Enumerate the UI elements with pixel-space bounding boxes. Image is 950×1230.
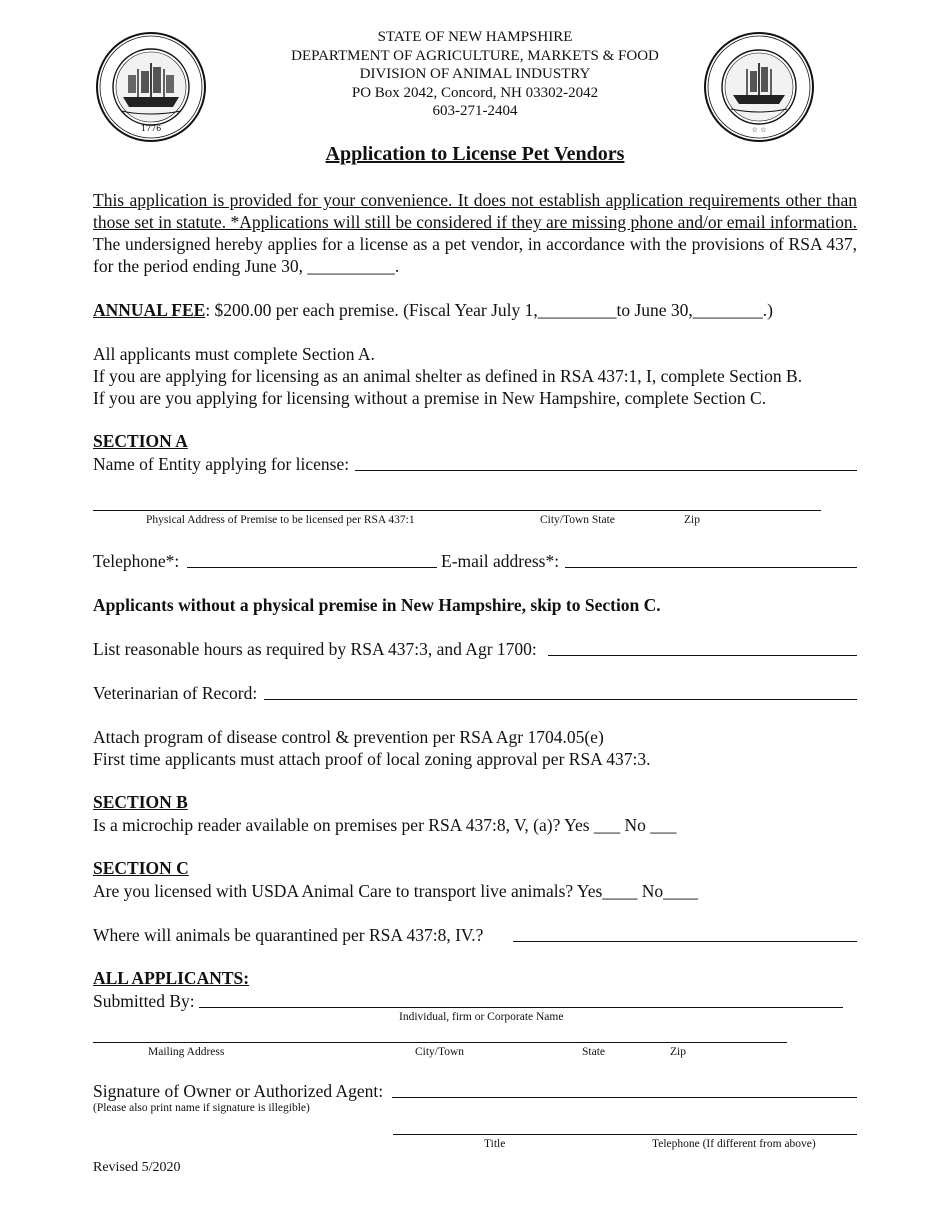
- page-title: Application to License Pet Vendors: [325, 143, 625, 165]
- header-phone: 603-271-2404: [432, 103, 518, 119]
- signature-label: Signature of Owner or Authorized Agent:: [93, 1081, 384, 1101]
- telephone-field[interactable]: [187, 567, 437, 568]
- hours-field[interactable]: [548, 655, 857, 656]
- revised-date: Revised 5/2020: [93, 1160, 181, 1175]
- submitted-by-field[interactable]: [199, 1007, 843, 1008]
- annual-fee-label: ANNUAL FEE: [93, 300, 206, 320]
- mailing-address-field[interactable]: [93, 1042, 787, 1043]
- intro-statement: The undersigned hereby applies for a license as a pet vendor, in accordance with the provisions of RSA 437, for the period ending June 30, __________.: [93, 234, 857, 276]
- email-label: E-mail address*:: [441, 551, 560, 571]
- veterinarian-field[interactable]: [264, 699, 857, 700]
- city-state-caption: City/Town State: [540, 514, 615, 526]
- intro-paragraph: [93, 189, 857, 277]
- hours-label: List reasonable hours as required by RSA 437:3, and Agr 1700:: [93, 639, 537, 659]
- physical-address-caption: Physical Address of Premise to be licensed per RSA 437:1: [146, 514, 415, 526]
- city-town-caption: City/Town: [415, 1046, 465, 1058]
- veterinarian-label: Veterinarian of Record:: [93, 683, 258, 703]
- section-a-heading: SECTION A: [93, 431, 188, 451]
- zip-caption: Zip: [684, 514, 700, 526]
- skip-note: Applicants without a physical premise in New Hampshire, skip to Section C.: [93, 595, 661, 615]
- alt-telephone-caption: Telephone (If different from above): [652, 1138, 816, 1150]
- header-division: DIVISION OF ANIMAL INDUSTRY: [359, 66, 591, 82]
- section-c-heading: SECTION C: [93, 858, 189, 878]
- quarantine-field[interactable]: [513, 941, 857, 942]
- header-state: STATE OF NEW HAMPSHIRE: [377, 29, 573, 45]
- title-telephone-field[interactable]: [393, 1134, 857, 1135]
- quarantine-label: Where will animals be quarantined per RSA 437:8, IV.?: [93, 925, 484, 945]
- disease-control-note: Attach program of disease control & prevention per RSA Agr 1704.05(e): [93, 727, 604, 747]
- zoning-note: First time applicants must attach proof of local zoning approval per RSA 437:3.: [93, 749, 651, 769]
- signature-field[interactable]: [392, 1097, 857, 1098]
- annual-fee-text: : $200.00 per each premise. (Fiscal Year July 1,_________to June 30,________.): [205, 300, 774, 320]
- telephone-label: Telephone*:: [93, 551, 180, 571]
- seal-year-text: 1776: [140, 124, 162, 133]
- svg-text:☆ ☆: ☆ ☆: [751, 126, 767, 134]
- mailing-zip-caption: Zip: [670, 1046, 686, 1058]
- annual-fee: [93, 299, 773, 321]
- header-department: DEPARTMENT OF AGRICULTURE, MARKETS & FOOD: [291, 47, 659, 64]
- instruction-section-b: If you are applying for licensing as an animal shelter as defined in RSA 437:1, I, complete Section B.: [93, 366, 803, 386]
- usda-question: Are you licensed with USDA Animal Care to transport live animals? Yes____ No____: [93, 881, 699, 901]
- signature-note: (Please also print name if signature is illegible): [93, 1102, 310, 1114]
- header-address: PO Box 2042, Concord, NH 03302-2042: [351, 84, 599, 101]
- instruction-section-c: If you are you applying for licensing without a premise in New Hampshire, complete Section C.: [93, 388, 767, 408]
- physical-address-field[interactable]: [93, 510, 821, 511]
- state-caption: State: [582, 1046, 605, 1058]
- entity-name-label: Name of Entity applying for license:: [93, 454, 350, 474]
- submitted-by-caption: Individual, firm or Corporate Name: [399, 1011, 564, 1023]
- title-caption: Title: [484, 1138, 506, 1150]
- instruction-section-a: All applicants must complete Section A.: [93, 344, 375, 364]
- submitted-by-label: Submitted By:: [93, 991, 195, 1011]
- mailing-address-caption: Mailing Address: [148, 1046, 225, 1058]
- all-applicants-heading: ALL APPLICANTS:: [93, 968, 250, 988]
- microchip-question: Is a microchip reader available on premises per RSA 437:8, V, (a)? Yes ___ No ___: [93, 815, 677, 835]
- intro-disclaimer: This application is provided for your convenience. It does not establish application requirements other than those set in statute. *Applications will still be considered if they are missing phone and/or email information.: [93, 190, 858, 232]
- email-field[interactable]: [565, 567, 857, 568]
- section-b-heading: SECTION B: [93, 792, 188, 812]
- entity-name-field[interactable]: [355, 470, 857, 471]
